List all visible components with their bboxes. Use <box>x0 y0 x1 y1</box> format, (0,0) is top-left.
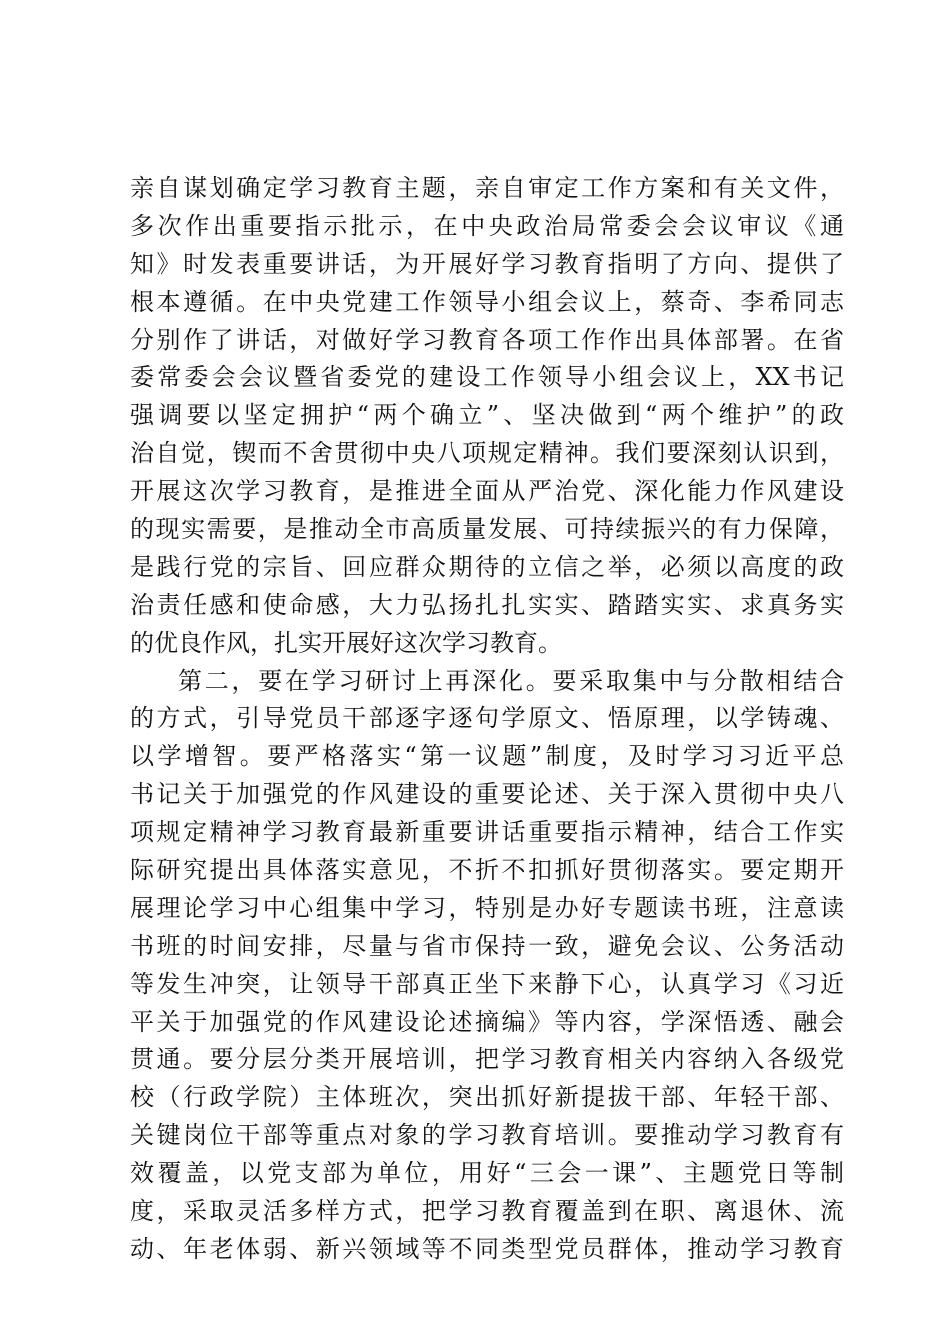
text-line: 度，采取灵活多样方式，把学习教育覆盖到在职、离退休、流 <box>130 1197 844 1226</box>
text-line: 强调要以坚定拥护“两个确立”、坚决做到“两个维护”的政 <box>130 401 844 430</box>
text-line: 的现实需要，是推动全市高质量发展、可持续振兴的有力保障， <box>130 515 844 544</box>
text-line: 委常委会会议暨省委党的建设工作领导小组会议上，XX书记 <box>130 363 844 392</box>
text-line: 动、年老体弱、新兴领域等不同类型党员群体，推动学习教育 <box>130 1234 844 1263</box>
text-line: 书记关于加强党的作风建设的重要论述、关于深入贯彻中央八 <box>130 780 844 809</box>
text-line: 平关于加强党的作风建设论述摘编》等内容，学深悟透、融会 <box>130 1007 844 1036</box>
text-line: 等发生冲突，让领导干部真正坐下来静下心，认真学习《习近 <box>130 969 844 998</box>
text-line: 亲自谋划确定学习教育主题，亲自审定工作方案和有关文件， <box>130 174 844 202</box>
text-line: 治责任感和使命感，大力弘扬扎扎实实、踏踏实实、求真务实 <box>130 590 844 619</box>
text-line: 际研究提出具体落实意见，不折不扣抓好贯彻落实。要定期开 <box>130 856 844 885</box>
text-line: 项规定精神学习教育最新重要讲话重要指示精神，结合工作实 <box>130 818 844 847</box>
text-line: 是践行党的宗旨、回应群众期待的立信之举，必须以高度的政 <box>130 552 844 581</box>
text-line: 贯通。要分层分类开展培训，把学习教育相关内容纳入各级党 <box>130 1045 844 1074</box>
text-line: 多次作出重要指示批示，在中央政治局常委会会议审议《通 <box>130 211 844 240</box>
paragraph-end-line: 的优良作风，扎实开展好这次学习教育。 <box>130 628 562 657</box>
text-line: 关键岗位干部等重点对象的学习教育培训。要推动学习教育有 <box>130 1121 844 1150</box>
text-line: 的方式，引导党员干部逐字逐句学原文、悟原理，以学铸魂、 <box>130 704 844 733</box>
text-line: 知》时发表重要讲话，为开展好学习教育指明了方向、提供了 <box>130 249 844 278</box>
document-body <box>130 170 844 1269</box>
text-line: 分别作了讲话，对做好学习教育各项工作作出具体部署。在省 <box>130 325 844 354</box>
text-line: 以学增智。要严格落实“第一议题”制度，及时学习习近平总 <box>130 742 844 771</box>
paragraph-start-line: 第二，要在学习研讨上再深化。要采取集中与分散相结合 <box>178 666 844 695</box>
text-line: 开展这次学习教育，是推进全面从严治党、深化能力作风建设 <box>130 477 844 506</box>
text-line: 根本遵循。在中央党建工作领导小组会议上，蔡奇、李希同志 <box>130 287 844 316</box>
text-line: 治自觉，锲而不舍贯彻中央八项规定精神。我们要深刻认识到， <box>130 439 844 468</box>
text-line: 效覆盖，以党支部为单位，用好“三会一课”、主题党日等制 <box>130 1159 844 1188</box>
text-line: 校（行政学院）主体班次，突出抓好新提拔干部、年轻干部、 <box>130 1083 844 1112</box>
text-line: 展理论学习中心组集中学习，特别是办好专题读书班，注意读 <box>130 893 844 922</box>
text-line: 书班的时间安排，尽量与省市保持一致，避免会议、公务活动 <box>130 931 844 960</box>
